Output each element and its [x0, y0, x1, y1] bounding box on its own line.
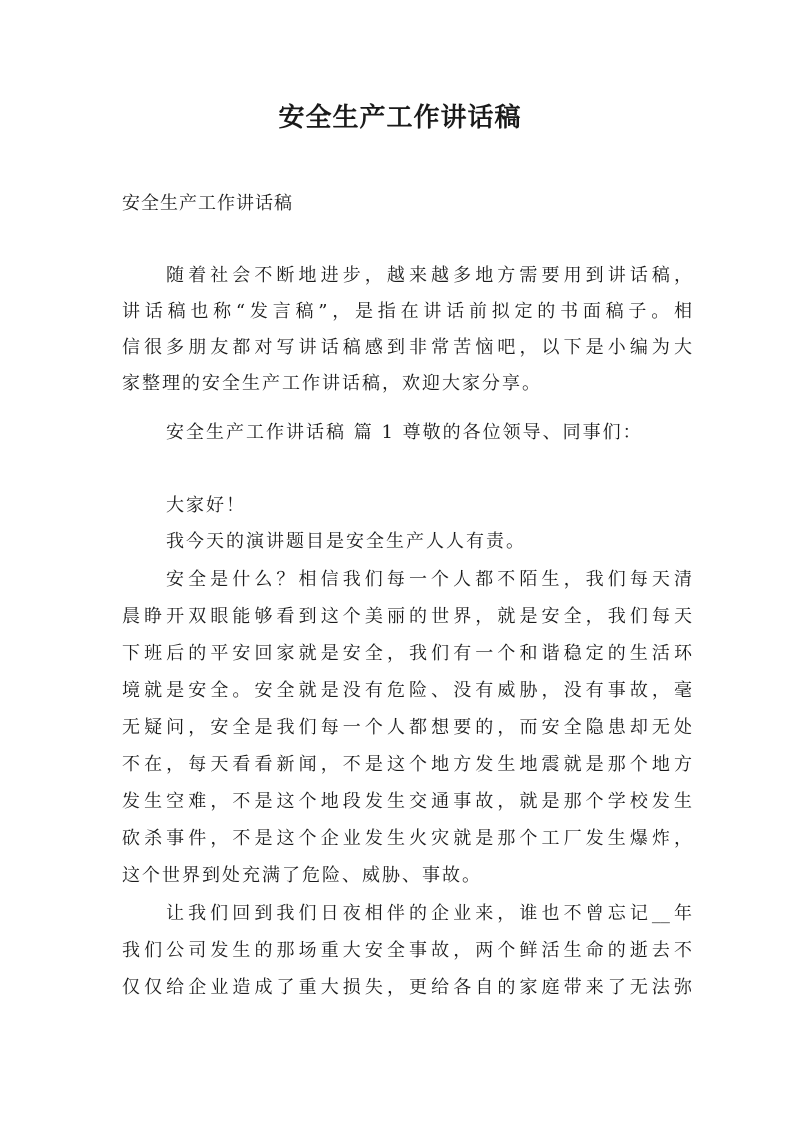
paragraph-line: 随着社会不断地进步，越来越多地方需要用到讲话稿， [166, 265, 692, 286]
document-title: 安全生产工作讲话稿 [278, 103, 522, 133]
paragraph-line: 下班后的平安回家就是安全，我们有一个和谐稳定的生活环 [122, 643, 692, 664]
paragraph-line: 晨睁开双眼能够看到这个美丽的世界，就是安全，我们每天 [122, 606, 692, 627]
paragraph-line: 不在，每天看看新闻，不是这个地方发生地震就是那个地方 [122, 754, 692, 775]
paragraph-line: 安全是什么？相信我们每一个人都不陌生，我们每天清 [166, 569, 692, 590]
document-subtitle: 安全生产工作讲话稿 [122, 193, 293, 214]
paragraph-line: 信很多朋友都对写讲话稿感到非常苦恼吧，以下是小编为大 [122, 337, 692, 358]
paragraph-line: 我今天的演讲题目是安全生产人人有责。 [166, 531, 526, 552]
section-heading-line: 安全生产工作讲话稿 篇 1 尊敬的各位领导、同事们： [166, 422, 643, 443]
paragraph-line: 境就是安全。安全就是没有危险、没有威胁，没有事故，毫 [122, 680, 692, 701]
paragraph-line: 这个世界到处充满了危险、威胁、事故。 [122, 865, 482, 886]
paragraph-line: 无疑问，安全是我们每一个人都想要的，而安全隐患却无处 [122, 717, 692, 738]
paragraph-line: 发生空难，不是这个地段发生交通事故，就是那个学校发生 [122, 791, 692, 812]
paragraph-line: 让我们回到我们日夜相伴的企业来，谁也不曾忘记__年 [166, 903, 692, 924]
paragraph-line: 我们公司发生的那场重大安全事故，两个鲜活生命的逝去不 [122, 940, 692, 961]
paragraph-line: 讲话稿也称“发言稿”，是指在讲话前拟定的书面稿子。相 [122, 301, 692, 322]
paragraph-line: 砍杀事件，不是这个企业发生火灾就是那个工厂发生爆炸， [122, 828, 692, 849]
paragraph-line: 仅仅给企业造成了重大损失，更给各自的家庭带来了无法弥 [122, 977, 692, 998]
paragraph-line: 家整理的安全生产工作讲话稿，欢迎大家分享。 [122, 373, 542, 394]
greeting-line: 大家好！ [166, 495, 246, 516]
